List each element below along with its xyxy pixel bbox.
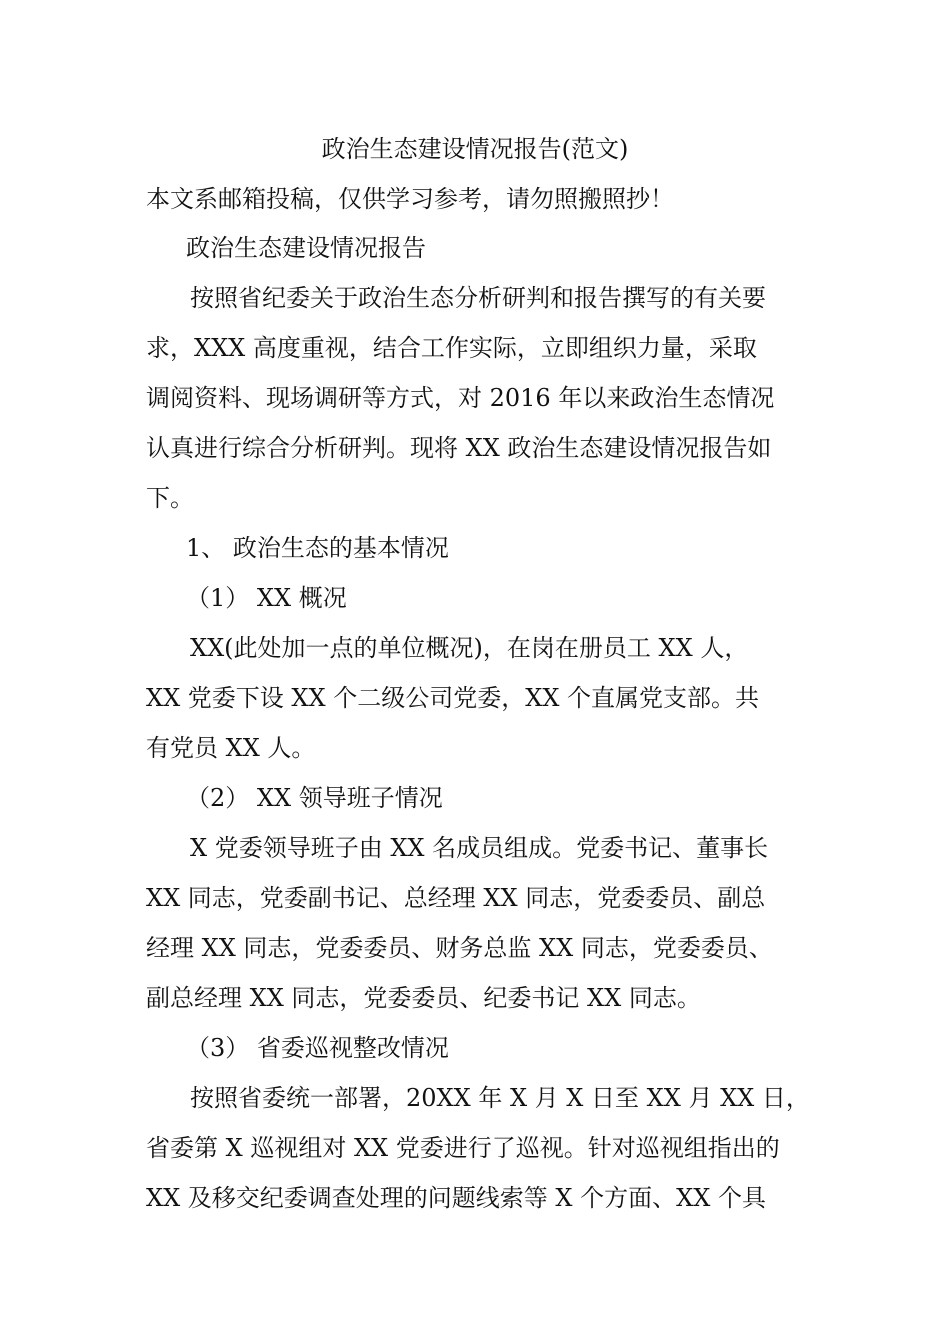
subsection-heading: （2） XX 领导班子情况 <box>186 784 443 812</box>
paragraph-line: X 党委领导班子由 XX 名成员组成。党委书记、董事长 <box>190 834 769 862</box>
paragraph-line: 经理 XX 同志，党委委员、财务总监 XX 同志，党委委员、 <box>146 934 773 962</box>
paragraph-line: XX(此处加一点的单位概况)，在岗在册员工 XX 人， <box>190 634 749 662</box>
paragraph-line: 按照省纪委关于政治生态分析研判和报告撰写的有关要 <box>190 284 766 312</box>
report-heading: 政治生态建设情况报告 <box>186 234 426 262</box>
document-title: 政治生态建设情况报告(范文) <box>321 135 629 163</box>
paragraph-line: XX 同志，党委副书记、总经理 XX 同志，党委委员、副总 <box>146 884 766 912</box>
paragraph-line: 调阅资料、现场调研等方式，对 2016 年以来政治生态情况 <box>146 384 775 412</box>
paragraph-line: 按照省委统一部署，20XX 年 X 月 X 日至 XX 月 XX 日， <box>190 1084 810 1112</box>
paragraph-line: 下。 <box>146 484 194 512</box>
source-note: 本文系邮箱投稿，仅供学习参考，请勿照搬照抄！ <box>146 185 674 213</box>
paragraph-line: 副总经理 XX 同志，党委委员、纪委书记 XX 同志。 <box>146 984 701 1012</box>
paragraph-line: XX 及移交纪委调查处理的问题线索等 X 个方面、XX 个具 <box>146 1184 766 1212</box>
paragraph-line: 有党员 XX 人。 <box>146 734 316 762</box>
paragraph-line: 省委第 X 巡视组对 XX 党委进行了巡视。针对巡视组指出的 <box>146 1134 780 1162</box>
paragraph-line: 认真进行综合分析研判。现将 XX 政治生态建设情况报告如 <box>146 434 772 462</box>
paragraph-line: 求，XXX 高度重视，结合工作实际，立即组织力量，采取 <box>146 334 757 362</box>
subsection-heading: （3） 省委巡视整改情况 <box>186 1034 449 1062</box>
section-heading: 1、 政治生态的基本情况 <box>186 534 449 562</box>
paragraph-line: XX 党委下设 XX 个二级公司党委，XX 个直属党支部。共 <box>146 684 760 712</box>
subsection-heading: （1） XX 概况 <box>186 584 347 612</box>
